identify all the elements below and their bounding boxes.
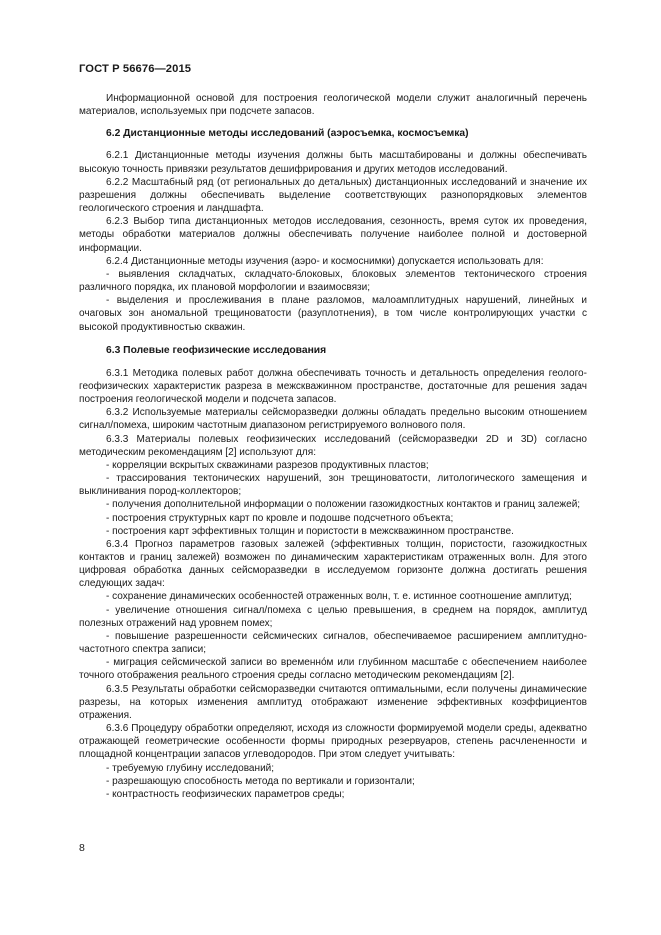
section-6-3-heading: 6.3 Полевые геофизические исследования [106,344,327,356]
list-item: - сохранение динамических особенностей отраженных волн, т. е. истинное соотношение амплитуд; [106,591,572,603]
list-item: - разрешающую способность метода по вертикали и горизонтали; [106,775,415,787]
list-item: - построения карт эффективных толщин и пористости в межскважинном пространстве. [106,525,514,537]
section-6-2-heading: 6.2 Дистанционные методы исследований (аэросъемка, космосъемка) [106,128,469,140]
list-item: - миграция сейсмической записи во временно́м или глубинном масштабе с обеспечением наиболее точного отображения реального строения среды согласно методическим рекомендациям [2]. [79,657,587,682]
paragraph-6-2-2: 6.2.2 Масштабный ряд (от региональных до детальных) дистанционных исследований и значение их разрешения должны обеспечивать выделение соответствующих разнопорядковых элементов геологического строения и ландшафта. [79,176,587,215]
list-item: - выделения и прослеживания в плане разломов, малоамплитудных нарушений, линейных и очаговых зон аномальной трещиноватости (разуплотнения), в том числе контролирующих участки с высокой продуктивностью скважин. [79,295,587,333]
document-code-header: ГОСТ Р 56676—2015 [79,63,192,75]
paragraph-6-3-3: 6.3.3 Материалы полевых геофизических исследований (сейсморазведки 2D и 3D) согласно методическим рекомендациям [2] используют для: [79,433,587,458]
list-item: - выявления складчатых, складчато-блоковых, блоковых элементов тектонического строения различного порядка, их плановой морфологии и взаимосвязи; [79,268,587,294]
intro-paragraph: Информационной основой для построения геологической модели служит аналогичный перечень материалов, используемых при подсчете запасов. [79,93,587,118]
list-item: - повышение разрешенности сейсмических сигналов, обеспечиваемое расширением амплитудно-частотного спектра записи; [79,630,587,656]
paragraph-6-2-3: 6.2.3 Выбор типа дистанционных методов исследования, сезонность, время суток их проведения, методы обработки материалов должны обеспечивать получение наиболее полной и достоверной информации. [79,216,587,254]
list-item: - корреляции вскрытых скважинами разрезов продуктивных пластов; [106,459,429,471]
paragraph-6-2-4: 6.2.4 Дистанционные методы изучения (аэро- и космоснимки) допускается использовать для: [106,255,544,267]
list-item: - трассирования тектонических нарушений, зон трещиноватости, литологического замещения и выклинивания пород-коллекторов; [79,473,587,498]
paragraph-6-2-1: 6.2.1 Дистанционные методы изучения должны быть масштабированы и должны обеспечивать высокую точность привязки результатов дешифрирования и других методов исследований. [79,150,587,175]
paragraph-6-3-1: 6.3.1 Методика полевых работ должна обеспечивать точность и детальность определения геолого-геофизических характеристик разреза в межскважинном пространстве, достаточные для решения задач построения геологической модели и подсчета запасов. [79,367,587,406]
page-number: 8 [79,842,85,854]
list-item: - построения структурных карт по кровле и подошве подсчетного объекта; [106,512,454,524]
paragraph-6-3-4: 6.3.4 Прогноз параметров газовых залежей (эффективных толщин, пористости, газожидкостных контактов и границ залежей) возможен по динамическим характеристикам отраженных волн. Для этого цифровая обработка данных сейсморазведки в исследуемом горизонте должна достигать решения следующих задач: [79,538,587,590]
paragraph-6-3-2: 6.3.2 Используемые материалы сейсморазведки должны обладать предельно высоким отношением сигнал/помеха, широким частотным диапазоном регистрируемого волнового поля. [79,407,587,432]
list-item: - требуемую глубину исследований; [106,762,275,774]
list-item: - получения дополнительной информации о положении газожидкостных контактов и границ залежей; [106,499,581,511]
list-item: - увеличение отношения сигнал/помеха с целью превышения, в среднем на порядок, амплитуд полезных отражений над уровнем помех; [79,604,587,629]
paragraph-6-3-6: 6.3.6 Процедуру обработки определяют, исходя из сложности формируемой модели среды, адекватно отражающей геометрические особенности формы природных резервуаров, степень расчлененности и площадной концентрации запасов углеводородов. При этом следует учитывать: [79,723,587,761]
document-body [79,92,587,801]
paragraph-6-3-5: 6.3.5 Результаты обработки сейсморазведки считаются оптимальными, если получены динамические разрезы, на которых изменения амплитуд отображают изменение эффективных коэффициентов отражения. [79,683,587,721]
list-item: - контрастность геофизических параметров среды; [106,788,345,800]
